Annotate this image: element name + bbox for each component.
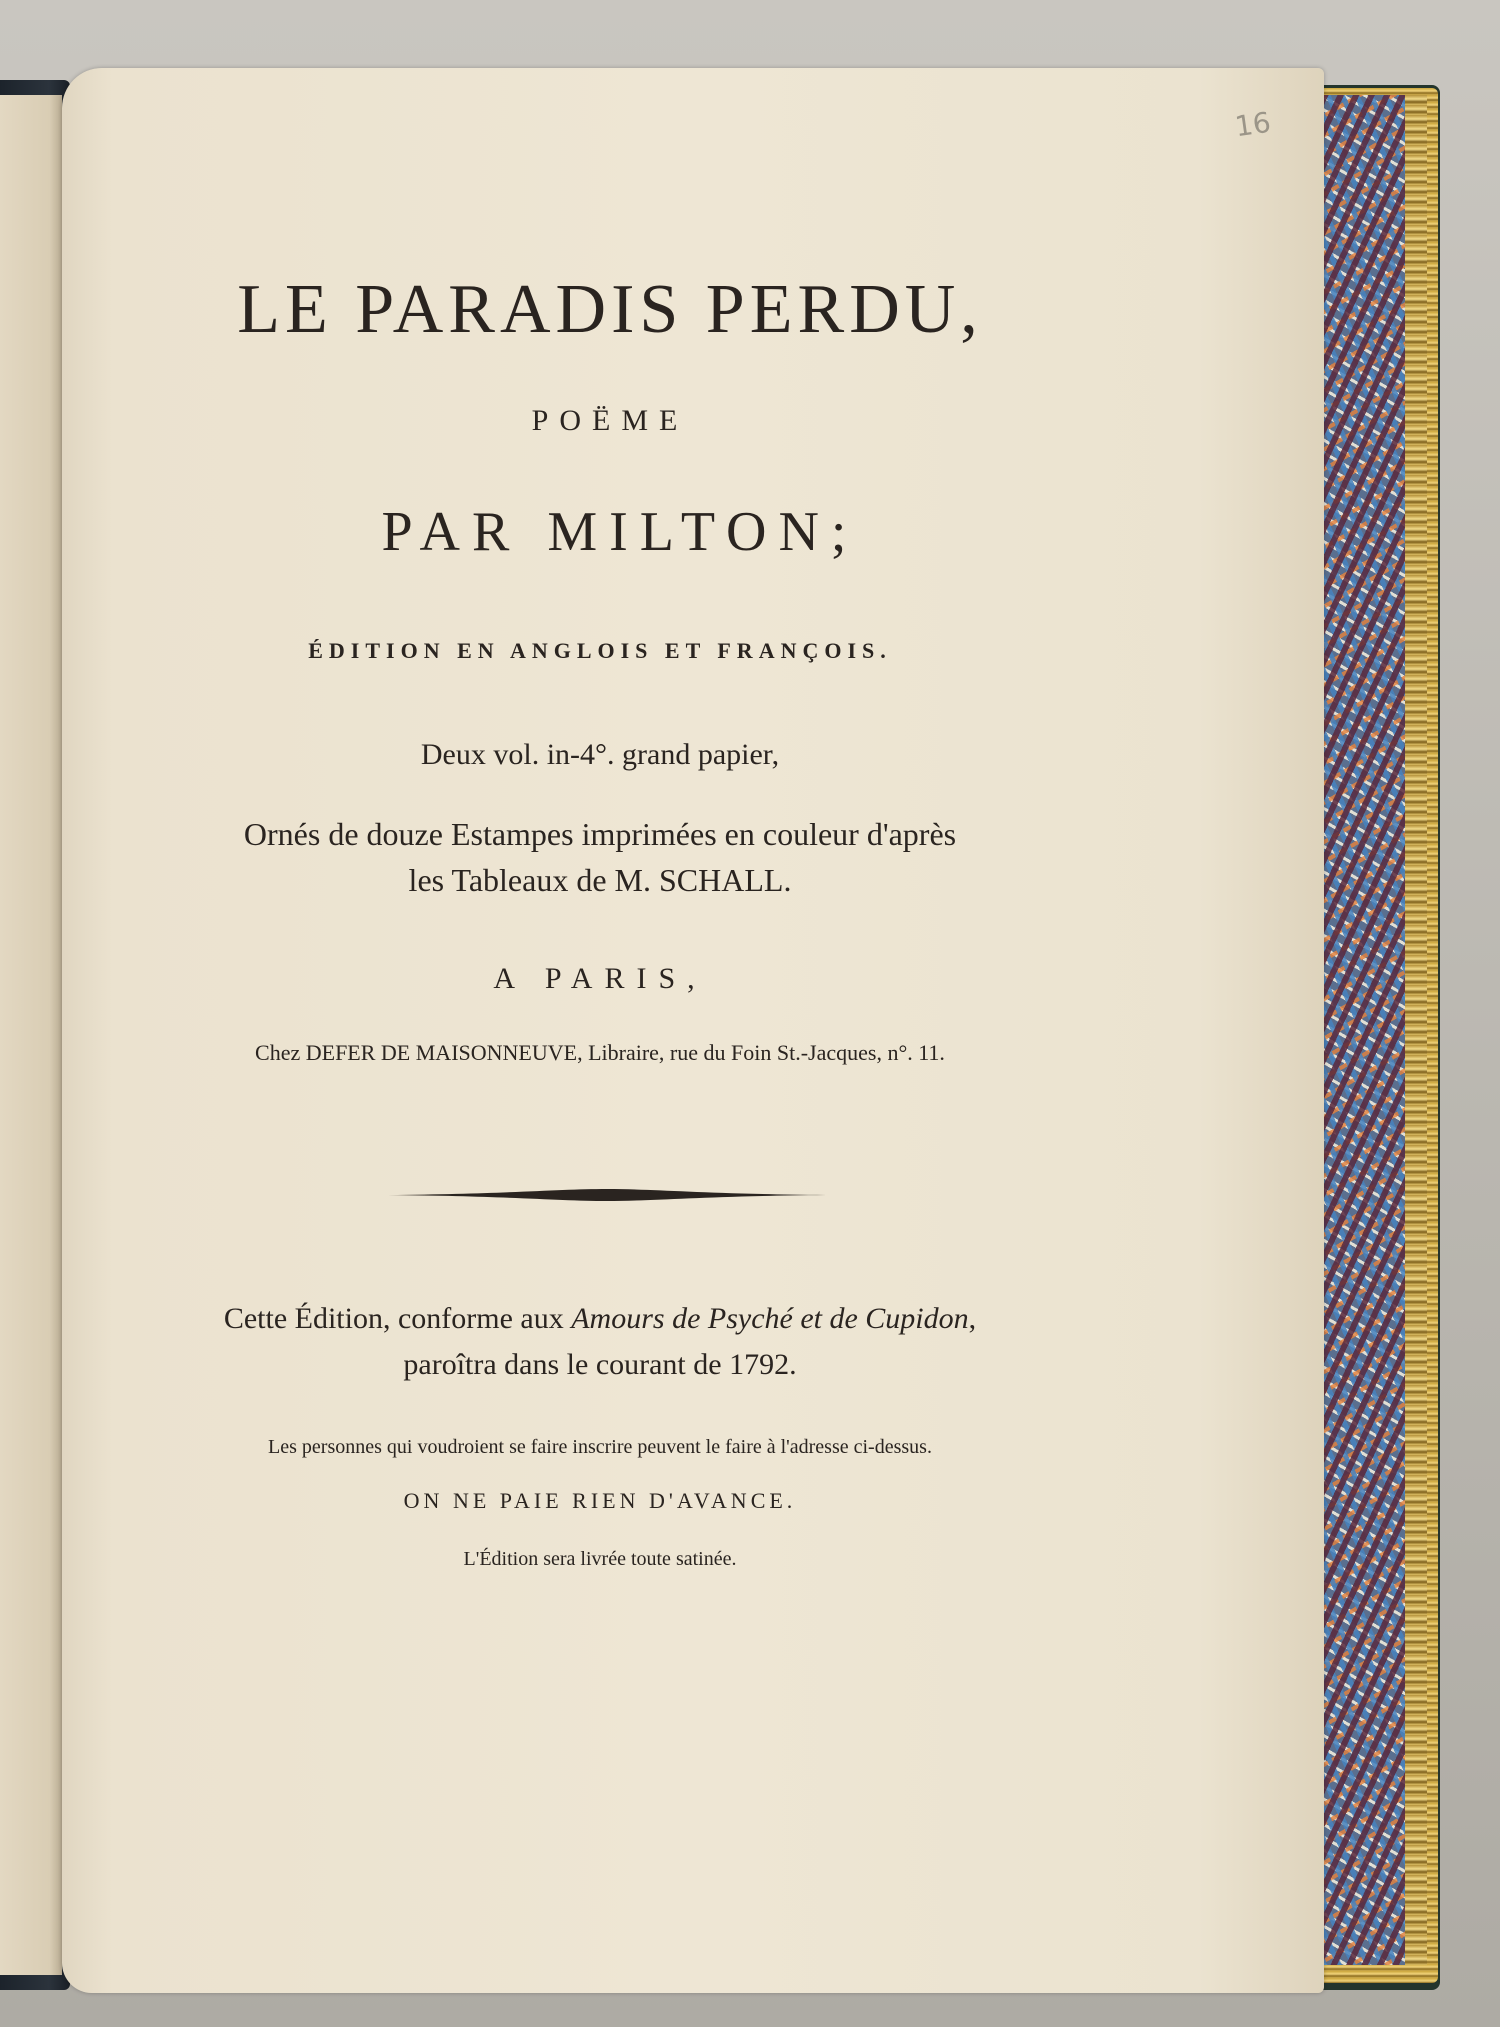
volumes-line: Deux vol. in-4°. grand papier, xyxy=(420,738,780,771)
notice-cette-suffix: , xyxy=(968,1302,977,1335)
notice-paroitra: paroîtra dans le courant de 1792. xyxy=(403,1348,797,1381)
notice-avance: ON NE PAIE RIEN D'AVANCE. xyxy=(403,1488,797,1513)
notice-personnes: Les personnes qui voudroient se faire inscrire peuvent le faire à l'adresse ci-dessus. xyxy=(268,1436,932,1458)
marbled-endpaper xyxy=(1322,95,1412,1965)
ornamental-rule xyxy=(388,1188,826,1202)
notice-satinee: L'Édition sera livrée toute satinée. xyxy=(463,1548,737,1570)
place-line: A PARIS, xyxy=(493,962,707,995)
illustrations-line: Ornés de douze Estampes imprimées en couleur d'après xyxy=(243,816,957,852)
rule-swell xyxy=(388,1189,826,1201)
publisher-line: Chez DEFER DE MAISONNEUVE, Libraire, rue du Foin St.-Jacques, n°. 11. xyxy=(255,1040,945,1065)
tableaux-line: les Tableaux de M. SCHALL. xyxy=(408,862,792,898)
pencil-mark: 16 xyxy=(1232,105,1273,144)
left-page-edge xyxy=(0,95,62,1975)
notice-cette-italic: Amours de Psyché et de Cupidon xyxy=(571,1302,969,1335)
notice-cette xyxy=(150,1302,1050,1336)
edition-line: ÉDITION EN ANGLOIS ET FRANÇOIS. xyxy=(308,638,892,663)
book-author: PAR MILTON; xyxy=(381,501,859,563)
gilt-edge xyxy=(1405,95,1427,1965)
notice-cette-prefix: Cette Édition, conforme aux xyxy=(223,1302,572,1335)
book-title: LE PARADIS PERDU, xyxy=(237,271,983,348)
title-page xyxy=(62,68,1324,1993)
book-subtitle: POËME xyxy=(531,404,689,437)
